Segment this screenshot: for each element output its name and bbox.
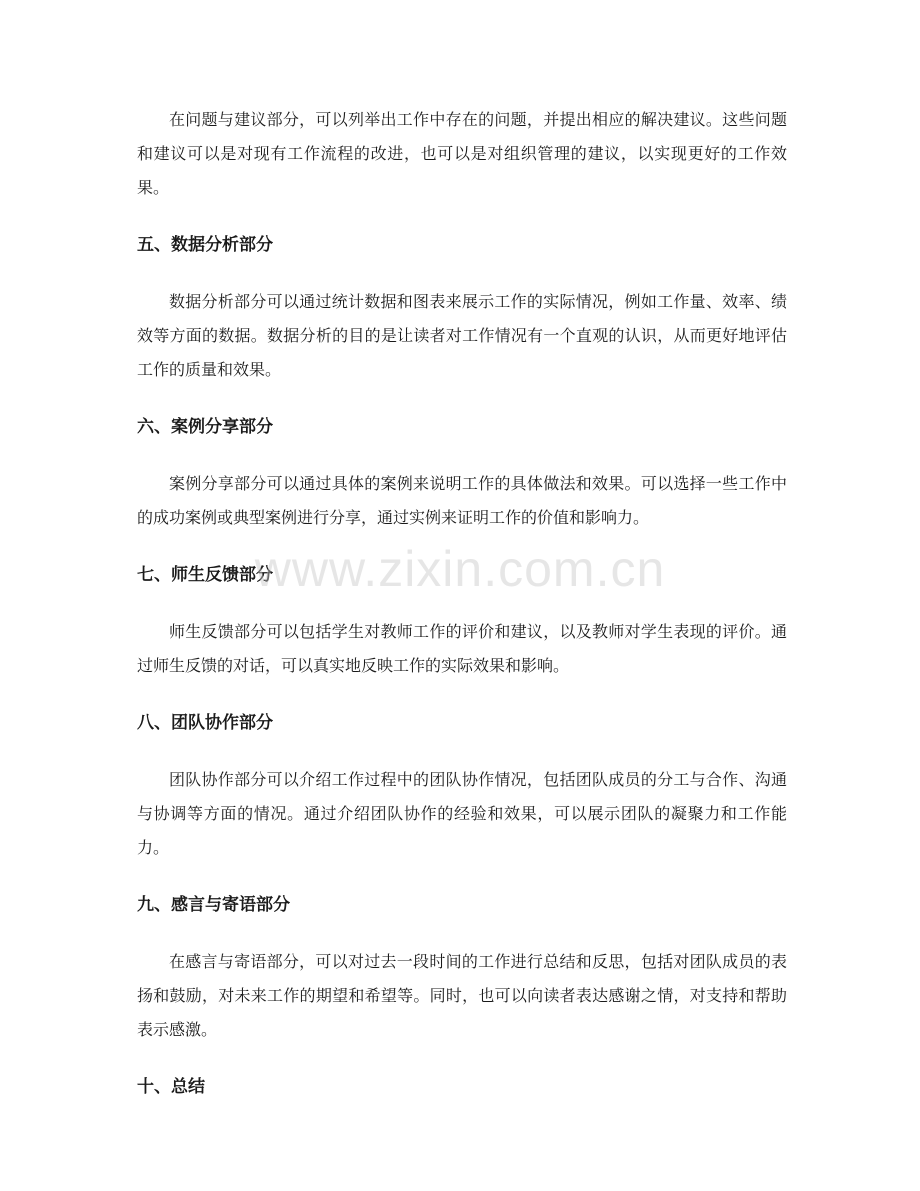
section-body-teamwork: 团队协作部分可以介绍工作过程中的团队协作情况，包括团队成员的分工与合作、沟通与协调等方面的情况。通过介绍团队协作的经验和效果，可以展示团队的凝聚力和工作能力。 xyxy=(137,770,787,857)
section-body-data-analysis: 数据分析部分可以通过统计数据和图表来展示工作的实际情况，例如工作量、效率、绩效等方面的数据。数据分析的目的是让读者对工作情况有一个直观的认识，从而更好地评估工作的质量和效果。 xyxy=(137,292,787,379)
section-heading-feedback: 七、师生反馈部分 xyxy=(137,565,273,585)
watermark-text: www.zixin.com.cn xyxy=(254,541,666,597)
document-content xyxy=(137,103,787,1104)
section-heading-reflections: 九、感言与寄语部分 xyxy=(137,895,290,915)
section-body-case-sharing: 案例分享部分可以通过具体的案例来说明工作的具体做法和效果。可以选择一些工作中的成功案例或典型案例进行分享，通过实例来证明工作的价值和影响力。 xyxy=(137,474,787,527)
section-heading-case-sharing: 六、案例分享部分 xyxy=(137,417,273,437)
section-heading-teamwork: 八、团队协作部分 xyxy=(137,713,273,733)
intro-paragraph: 在问题与建议部分，可以列举出工作中存在的问题，并提出相应的解决建议。这些问题和建议可以是对现有工作流程的改进，也可以是对组织管理的建议，以实现更好的工作效果。 xyxy=(137,110,787,197)
section-heading-summary: 十、总结 xyxy=(137,1077,205,1097)
section-body-reflections: 在感言与寄语部分，可以对过去一段时间的工作进行总结和反思，包括对团队成员的表扬和鼓励，对未来工作的期望和希望等。同时，也可以向读者表达感谢之情，对支持和帮助表示感激。 xyxy=(137,952,787,1039)
section-heading-data-analysis: 五、数据分析部分 xyxy=(137,235,273,255)
section-body-feedback: 师生反馈部分可以包括学生对教师工作的评价和建议，以及教师对学生表现的评价。通过师生反馈的对话，可以真实地反映工作的实际效果和影响。 xyxy=(137,622,787,675)
